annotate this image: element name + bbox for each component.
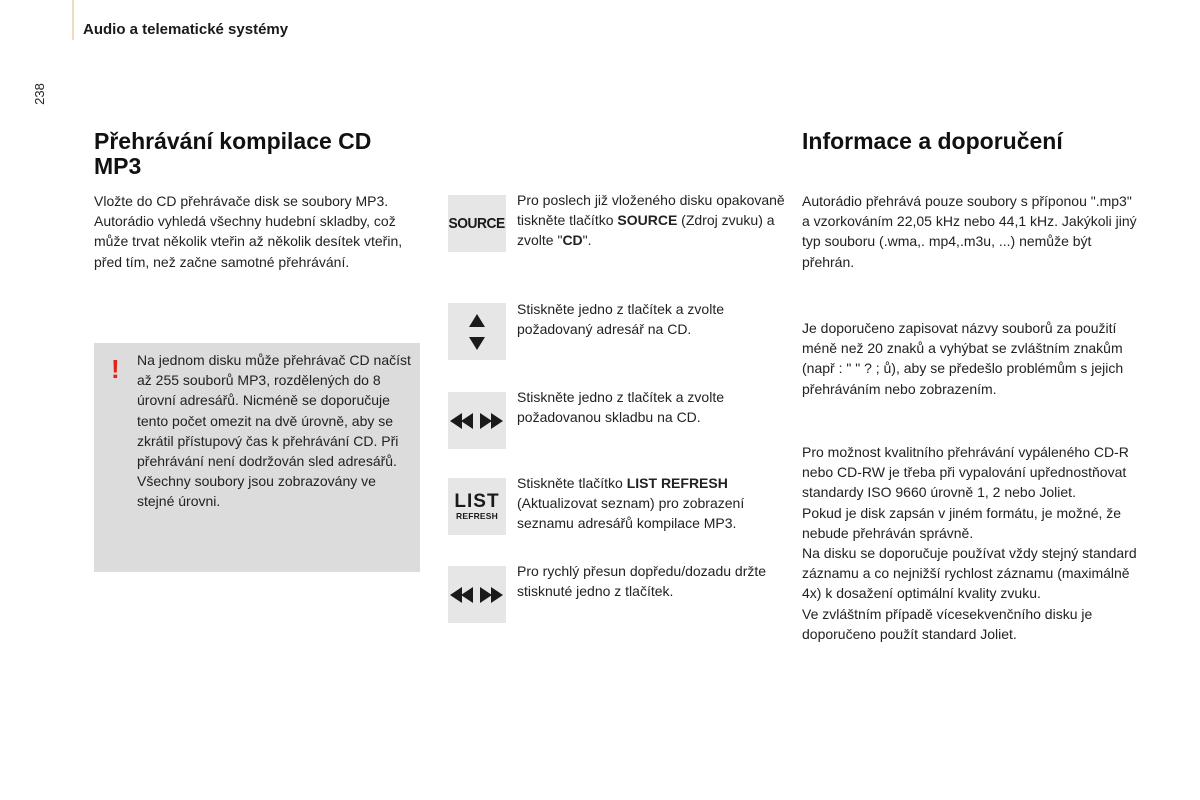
exclamation-icon: ! xyxy=(111,354,120,384)
source-text-mid: (Zdroj zvuku) a zvolte " xyxy=(517,212,775,249)
source-text-after: ". xyxy=(582,232,592,249)
left-column-title: Přehrávání kompilace CD MP3 xyxy=(94,128,372,179)
cd-burning-tip-line: Na disku se doporučuje používat vždy stejný standard záznamu a co nejnižší rychlost záznamu (maximálně 4x) k dosažení optimální kvality zvuku. xyxy=(802,545,1137,602)
cd-burning-tips xyxy=(802,442,1142,644)
cd-burning-tip-line: Ve zvláštním případě vícesekvenčního disku je doporučeno použít standard Joliet. xyxy=(802,605,1093,642)
warning-text: Na jednom disku může přehrávač CD načíst až 255 souborů MP3, rozdělených do 8 úrovní adresářů. Nicméně se doporučuje tento počet omezit na dvě úrovně, aby se zkrátil přístupový čas k přehrávání CD. Při přehrávání není dodržován sled adresářů. Všechny soubory jsou zobrazovány ve stejné úrovni. xyxy=(137,352,411,510)
list-refresh-label-big: LIST xyxy=(454,491,500,513)
list-refresh-label-small: REFRESH xyxy=(455,511,499,522)
cd-burning-tip-line: Pokud je disk zapsán v jiném formátu, je možné, že nebude přehráván správně. xyxy=(802,504,1122,541)
track-instruction: Stiskněte jedno z tlačítek a zvolte požadovanou skladbu na CD. xyxy=(517,389,724,426)
right-column-title: Informace a doporučení xyxy=(802,128,1063,154)
folder-instruction: Stiskněte jedno z tlačítek a zvolte požadovaný adresář na CD. xyxy=(517,301,724,338)
fast-seek-tile xyxy=(448,566,506,623)
source-button-tile xyxy=(448,195,506,252)
warning-box xyxy=(94,343,420,572)
source-button-label: SOURCE xyxy=(448,215,506,232)
up-down-arrows-icon xyxy=(466,312,488,352)
up-down-arrows-tile xyxy=(448,303,506,360)
section-header: Audio a telematické systémy xyxy=(83,21,289,38)
list-refresh-instruction xyxy=(517,473,787,534)
list-refresh-tile xyxy=(448,478,506,535)
source-text-bold: SOURCE xyxy=(617,212,678,229)
intro-paragraph: Vložte do CD přehrávače disk se soubory MP3. Autorádio vyhledá všechny hudební skladby, což může trvat několik vteřin až několik desítek vteřin, před tím, než začne samotné přehrávání. xyxy=(94,193,403,270)
list-text-after: (Aktualizovat seznam) pro zobrazení seznamu adresářů kompilace MP3. xyxy=(517,495,745,532)
track-select-tile xyxy=(448,392,506,449)
cd-text-bold: CD xyxy=(562,232,583,249)
rewind-forward-icon xyxy=(450,586,504,604)
file-format-tip: Autorádio přehrává pouze soubory s příponou ".mp3" a vzorkováním 22,05 kHz nebo 44,1 kHz. Jakýkoli jiný typ souboru (.wma,. mp4,.m3u, ...) nemůže být přehrán. xyxy=(802,193,1137,270)
page-number: 238 xyxy=(32,83,47,105)
filename-tip: Je doporučeno zapisovat názvy souborů za použití méně než 20 znaků a vyhýbat se zvláštním znakům (např : " " ? ; ů), aby se předešlo problémům s jejich přehráváním nebo zobrazením. xyxy=(802,320,1124,397)
source-instruction xyxy=(517,190,787,251)
list-text-before: Stiskněte tlačítko xyxy=(517,475,627,491)
cd-burning-tip-line: Pro možnost kvalitního přehrávání vypáleného CD-R nebo CD-RW je třeba při vypalování upřednostňovat standardy ISO 9660 úrovně 1, 2 nebo Joliet. xyxy=(802,444,1129,501)
fast-seek-instruction: Pro rychlý přesun dopředu/dozadu držte stisknuté jedno z tlačítek. xyxy=(517,563,767,600)
rewind-forward-icon xyxy=(450,412,504,430)
source-text-before: Pro poslech již vloženého disku opakovaně tiskněte tlačítko xyxy=(517,192,785,229)
header-accent-rule xyxy=(72,0,74,40)
list-text-bold: LIST REFRESH xyxy=(626,475,728,491)
